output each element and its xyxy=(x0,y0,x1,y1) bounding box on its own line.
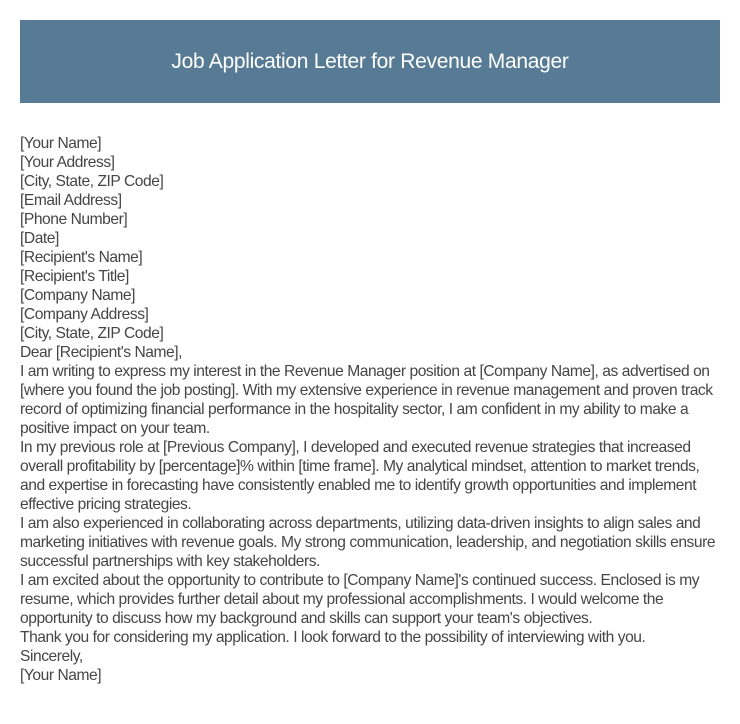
paragraph-intro: I am writing to express my interest in the Revenue Manager position at [Company Name], as advertised on [where you found the job posting]. With my extensive experience in revenue management and proven track record of optimizing financial performance in the hospitality sector, I am confident in my ability to make a positive impact on your team. xyxy=(20,363,713,437)
sender-city: [City, State, ZIP Code] xyxy=(20,173,164,190)
letter-date: [Date] xyxy=(20,230,59,247)
recipient-address: [Company Address] xyxy=(20,306,149,323)
paragraph-skills: I am also experienced in collaborating across departments, utilizing data-driven insights to align sales and marketing initiatives with revenue goals. My strong communication, leadership, and negotiation skills ensure successful partnerships with key stakeholders. xyxy=(20,515,716,570)
sender-email: [Email Address] xyxy=(20,192,122,209)
page-title: Job Application Letter for Revenue Manager xyxy=(171,49,569,73)
sender-phone: [Phone Number] xyxy=(20,211,128,228)
recipient-block xyxy=(20,248,725,343)
sender-name: [Your Name] xyxy=(20,135,102,152)
paragraph-interest: I am excited about the opportunity to contribute to [Company Name]'s continued success. Enclosed is my resume, which provides further detail about my professional accomplishments. I would welcome the opportunity to discuss how my background and skills can support your team's objectives. xyxy=(20,572,700,627)
sender-address: [Your Address] xyxy=(20,154,115,171)
recipient-name: [Recipient's Name] xyxy=(20,249,143,266)
recipient-company: [Company Name] xyxy=(20,287,136,304)
salutation: Dear [Recipient's Name], xyxy=(20,344,183,361)
sender-block xyxy=(20,134,725,248)
letter-body xyxy=(20,134,725,685)
paragraph-experience: In my previous role at [Previous Company], I developed and executed revenue strategies that increased overall profitability by [percentage]% within [time frame]. My analytical mindset, attention to market trends, and expertise in forecasting have consistently enabled me to identify growth opportunities and implement effective pricing strategies. xyxy=(20,439,700,513)
recipient-title: [Recipient's Title] xyxy=(20,268,129,285)
closing: Sincerely, xyxy=(20,648,83,665)
paragraph-thanks: Thank you for considering my application. I look forward to the possibility of interviewing with you. xyxy=(20,629,646,646)
recipient-city: [City, State, ZIP Code] xyxy=(20,325,164,342)
signature: [Your Name] xyxy=(20,667,102,684)
page-header xyxy=(20,20,720,103)
